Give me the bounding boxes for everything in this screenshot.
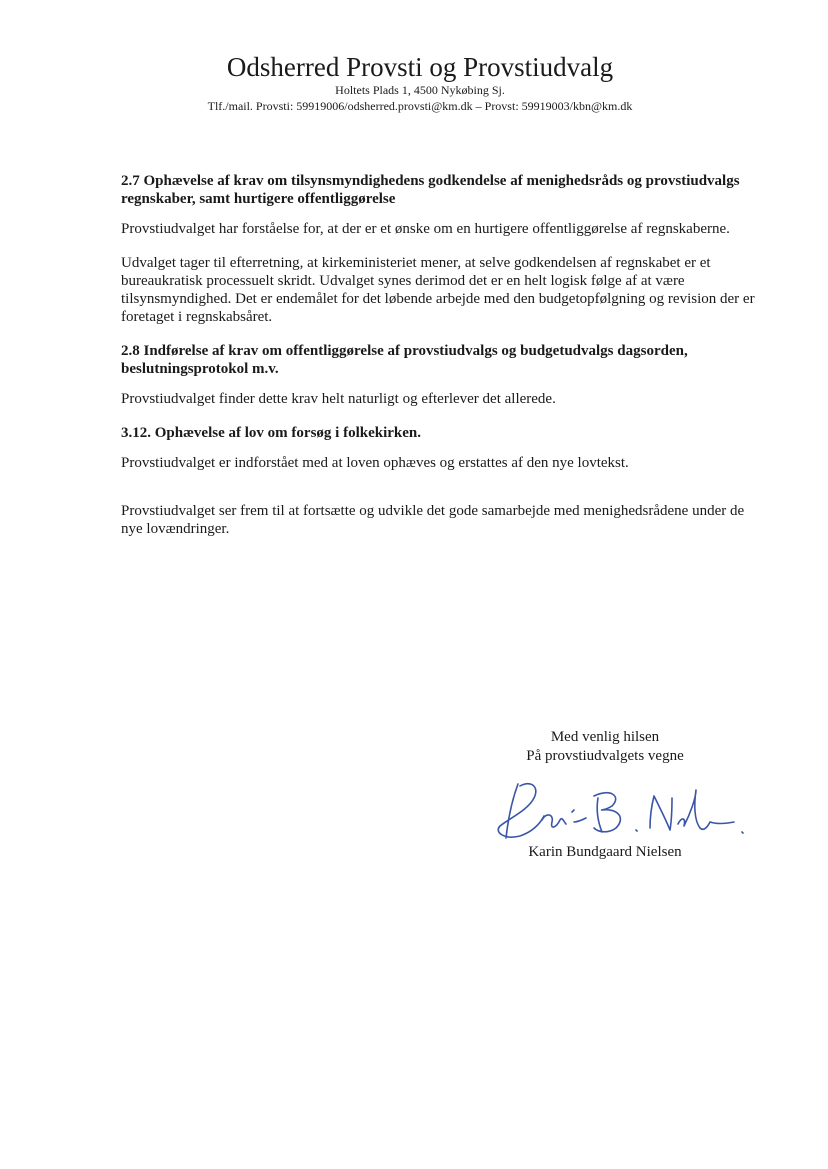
section-2-8-paragraph-1: Provstiudvalget finder dette krav helt naturligt og efterlever det allerede. bbox=[121, 391, 556, 407]
letterhead bbox=[0, 50, 828, 114]
closing-block bbox=[480, 728, 730, 766]
contact-line: Tlf./mail. Provsti: 59919006/odsherred.provsti@km.dk – Provst: 59919003/kbn@km.dk bbox=[207, 99, 633, 113]
address-line: Holtets Plads 1, 4500 Nykøbing Sj. bbox=[335, 83, 505, 97]
closing-paragraph: Provstiudvalget ser frem til at fortsætte og udvikle det gode samarbejde med menighedsrådene under de nye lovændringer. bbox=[121, 503, 745, 537]
signer-name: Karin Bundgaard Nielsen bbox=[528, 844, 682, 860]
on-behalf-line: På provstiudvalgets vegne bbox=[526, 748, 684, 764]
section-2-8-heading: 2.8 Indførelse af krav om offentliggørelse af provstiudvalgs og budgetudvalgs dagsorden, beslutningsprotokol m.v. bbox=[121, 343, 688, 377]
organization-name: Odsherred Provsti og Provstiudvalg bbox=[226, 52, 614, 82]
handwritten-signature bbox=[490, 776, 750, 846]
section-3-12-paragraph-1: Provstiudvalget er indforstået med at loven ophæves og erstattes af den nye lovtekst. bbox=[121, 455, 629, 471]
section-2-7-paragraph-1: Provstiudvalget har forståelse for, at der er et ønske om en hurtigere offentliggørelse af regnskaberne. bbox=[121, 221, 730, 237]
section-2-7-paragraph-2: Udvalget tager til efterretning, at kirkeministeriet mener, at selve godkendelsen af regnskabet er et bureaukratisk processuelt skridt. Udvalget synes derimod det er en helt logisk følge af at være tilsynsmyndighed. Det er endemålet for det løbende arbejde med den budgetopfølgning og revision der er foretaget i regnskabsåret. bbox=[121, 255, 755, 325]
letter-body bbox=[121, 172, 761, 554]
greeting: Med venlig hilsen bbox=[550, 729, 660, 745]
section-3-12-heading: 3.12. Ophævelse af lov om forsøg i folkekirken. bbox=[121, 425, 421, 441]
section-2-7-heading: 2.7 Ophævelse af krav om tilsynsmyndighedens godkendelse af menighedsråds og provstiudvalgs regnskaber, samt hurtigere offentliggørelse bbox=[121, 173, 740, 207]
